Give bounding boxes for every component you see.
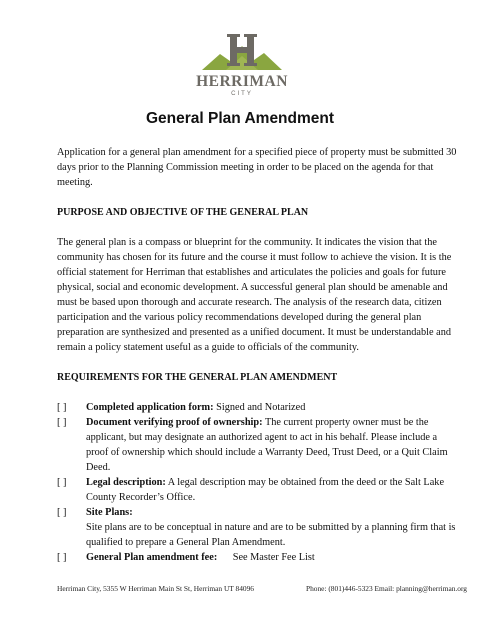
requirement-item [57,550,457,565]
requirement-text: See Master Fee List [217,552,315,563]
requirement-label: Site Plans: [86,507,133,518]
checkbox-bracket[interactable]: [ ] [57,417,67,428]
requirement-item [57,475,457,505]
footer-address: Herriman City, 5355 W Herriman Main St St, Herriman UT 84096 [57,584,254,593]
herriman-city-logo [196,30,288,102]
document-body [57,145,457,565]
checkbox-bracket[interactable]: [ ] [57,507,67,518]
requirement-text: Site plans are to be conceptual in nature and are to be submitted by a planning firm that is qualified to prepare a General Plan Amendment. [86,522,456,548]
intro-paragraph: Application for a general plan amendment for a specified piece of property must be submitted 30 days prior to the Planning Commission meeting in order to be placed on the agenda for that meeting. [57,147,457,188]
footer-contact: Phone: (801)446-5323 Email: planning@herriman.org [305,584,467,593]
requirement-label: Document verifying proof of ownership: [86,417,263,428]
requirement-label: General Plan amendment fee: [86,552,218,563]
requirements-heading: REQUIREMENTS FOR THE GENERAL PLAN AMENDMENT [57,372,338,383]
requirement-text: Signed and Notarized [213,402,306,413]
page-footer [57,584,467,593]
requirement-label: Legal description: [86,477,166,488]
checkbox-bracket[interactable]: [ ] [57,477,67,488]
checkbox-bracket[interactable]: [ ] [57,402,67,413]
mountain-h-icon [196,30,288,76]
requirement-item [57,415,457,475]
requirement-item [57,400,457,415]
logo-subtitle: CITY [231,91,253,97]
checkbox-bracket[interactable]: [ ] [57,552,67,563]
purpose-heading: PURPOSE AND OBJECTIVE OF THE GENERAL PLAN [57,207,309,218]
page-title: General Plan Amendment [145,110,335,127]
logo-wordmark: HERRIMAN [196,73,288,90]
requirement-text: The current property owner must be the applicant, but may designate an authorized agent to act in his behalf. Please include a proof of ownership which should include a Warranty Deed, Trust Deed, or a Quit Claim Deed. [86,417,448,473]
purpose-paragraph: The general plan is a compass or blueprint for the community. It indicates the vision that the community has chosen for its future and the course it must follow to achieve the vision. It is the official statement for Herriman that establishes and articulates the policies and goals for future physical, social and economic development. A successful general plan should be amenable and must be based upon thorough and accurate research. The analysis of the research data, citizen participation and the various policy recommendations developed during the general plan preparation are synthesized and presented as a unified document. It must be understandable and remain a policy statement useful as a guide to officials of the community. [57,237,452,353]
requirement-text: A legal description may be obtained from the deed or the Salt Lake County Recorder’s Office. [86,477,445,503]
requirement-label: Completed application form: [86,402,214,413]
requirement-item [57,505,457,550]
